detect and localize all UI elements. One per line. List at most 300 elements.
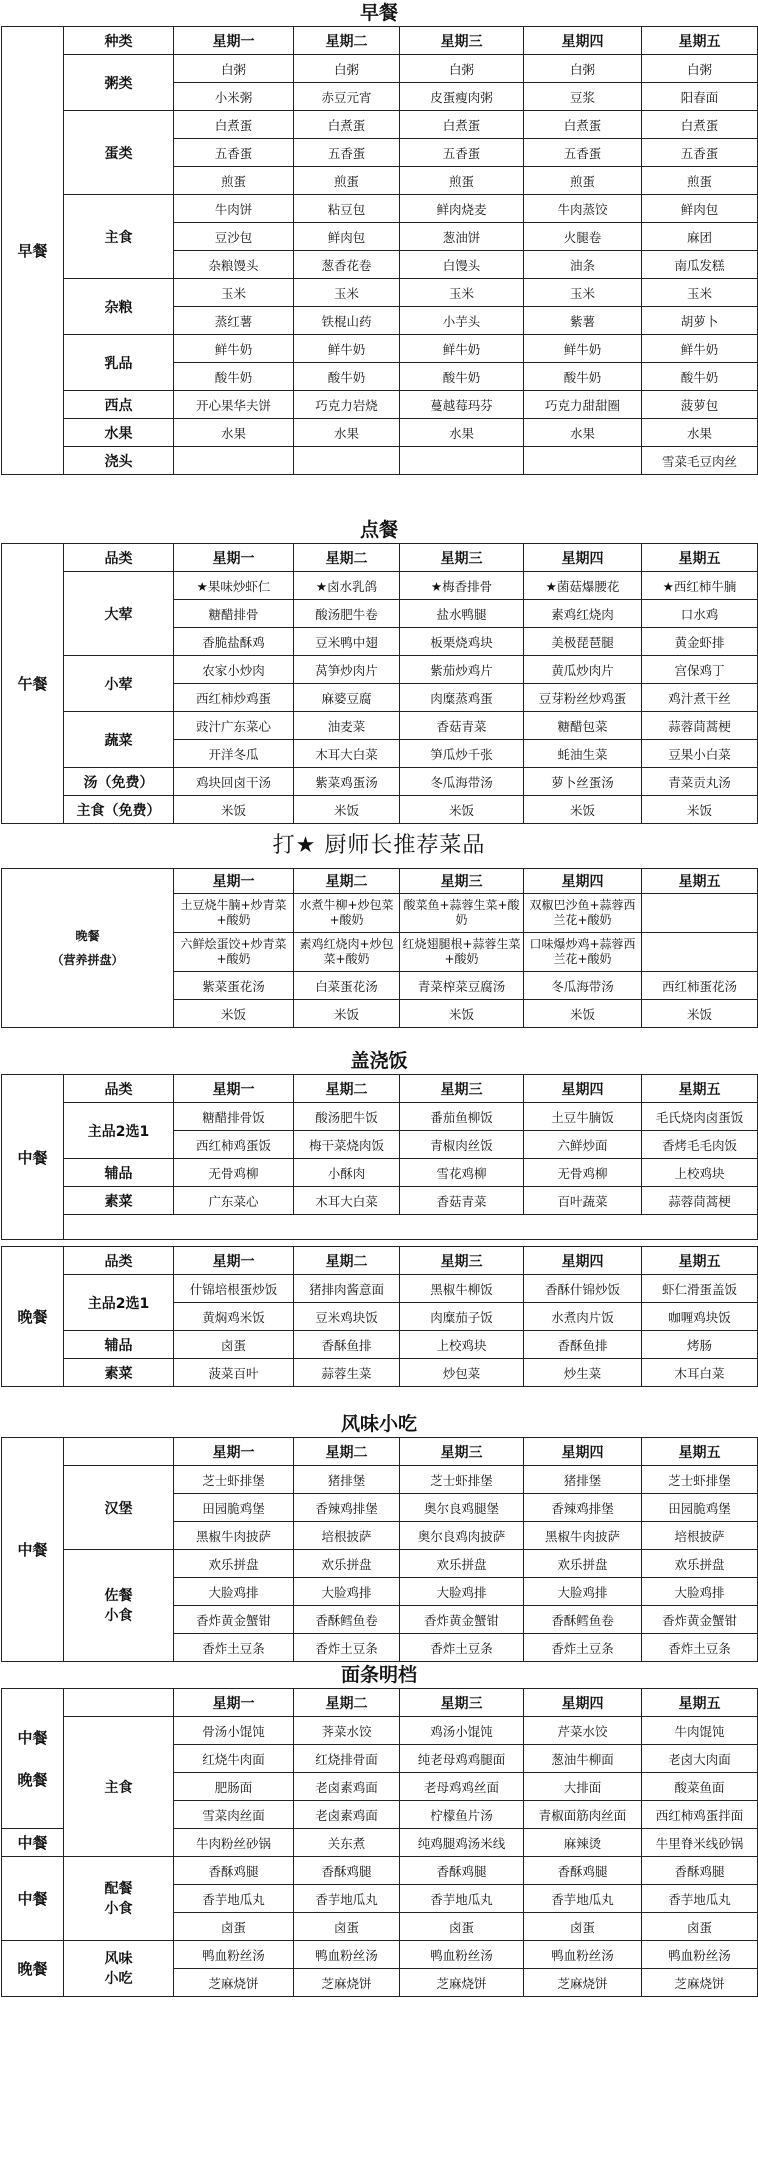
- menu-cell: 炒包菜: [400, 1359, 524, 1387]
- menu-cell: 白煮蛋: [400, 111, 524, 139]
- header-day: 星期一: [174, 1247, 294, 1275]
- menu-cell: 柠檬鱼片汤: [400, 1801, 524, 1829]
- menu-cell: 番茄鱼柳饭: [400, 1103, 524, 1131]
- menu-cell: 煎蛋: [524, 167, 642, 195]
- menu-cell: 杂粮馒头: [174, 251, 294, 279]
- menu-cell: 老卤大肉面: [642, 1745, 758, 1773]
- menu-cell: ★菌菇爆腰花: [524, 572, 642, 600]
- menu-cell: 牛肉饼: [174, 195, 294, 223]
- menu-cell: 铁棍山药: [294, 307, 400, 335]
- header-day: 星期二: [294, 1075, 400, 1103]
- menu-cell: 豆沙包: [174, 223, 294, 251]
- menu-cell: 豆果小白菜: [642, 740, 758, 768]
- meal-label: 午餐: [2, 544, 64, 824]
- rice-bowl-table: [1, 1074, 758, 1240]
- menu-cell: 白粥: [642, 55, 758, 83]
- menu-cell: 虾仁滑蛋盖饭: [642, 1275, 758, 1303]
- table-row: [2, 279, 758, 307]
- menu-cell: 大脸鸡排: [524, 1578, 642, 1606]
- menu-cell: 奥尔良鸡腿堡: [400, 1494, 524, 1522]
- menu-cell: 香烤毛毛肉饭: [642, 1131, 758, 1159]
- menu-cell: 米饭: [174, 1000, 294, 1028]
- menu-cell: 蚝油生菜: [524, 740, 642, 768]
- menu-cell: 米饭: [174, 796, 294, 824]
- menu-cell: 黑椒牛柳饭: [400, 1275, 524, 1303]
- menu-cell: 糖醋排骨: [174, 600, 294, 628]
- menu-cell: 酸牛奶: [174, 363, 294, 391]
- menu-cell: 鲜牛奶: [400, 335, 524, 363]
- menu-cell: ★卤水乳鸽: [294, 572, 400, 600]
- menu-cell: 葱油牛柳面: [524, 1745, 642, 1773]
- menu-cell: 纯老母鸡鸡腿面: [400, 1745, 524, 1773]
- menu-cell: 开洋冬瓜: [174, 740, 294, 768]
- table-row: [2, 712, 758, 740]
- menu-cell: 鲜牛奶: [294, 335, 400, 363]
- category-label: 乳品: [64, 335, 174, 391]
- meal-label: 晚餐: [2, 1247, 64, 1387]
- table-row: [2, 1275, 758, 1303]
- menu-cell: 香芋地瓜丸: [524, 1885, 642, 1913]
- category-label: 汤（免费）: [64, 768, 174, 796]
- menu-cell: 肉糜蒸鸡蛋: [400, 684, 524, 712]
- menu-cell: 上校鸡块: [400, 1331, 524, 1359]
- snack-header-row: [2, 1438, 758, 1466]
- menu-cell: 小米粥: [174, 83, 294, 111]
- table-row: [2, 447, 758, 475]
- dinner-set-subtitle: （营养拼盘）: [51, 953, 124, 967]
- menu-cell: 香酥鸡腿: [294, 1857, 400, 1885]
- menu-cell: 香芋地瓜丸: [294, 1885, 400, 1913]
- menu-cell: 雪菜毛豆肉丝: [642, 447, 758, 475]
- menu-cell: 豉汁广东菜心: [174, 712, 294, 740]
- spacer-row: [2, 1215, 758, 1240]
- menu-cell: 酸菜鱼面: [642, 1773, 758, 1801]
- menu-cell: 红烧翅腿根+蒜蓉生菜+酸奶: [400, 933, 524, 972]
- menu-cell: 猪排堡: [294, 1466, 400, 1494]
- order-title: 点餐: [359, 519, 398, 541]
- category-label: 粥类: [64, 55, 174, 111]
- menu-cell: 米饭: [294, 1000, 400, 1028]
- menu-cell: 大脸鸡排: [642, 1578, 758, 1606]
- menu-cell: 大脸鸡排: [174, 1578, 294, 1606]
- menu-cell: 米饭: [642, 796, 758, 824]
- menu-cell: 米饭: [400, 1000, 524, 1028]
- category-label: 汉堡: [64, 1466, 174, 1550]
- menu-cell: 香炸土豆条: [524, 1634, 642, 1662]
- menu-cell: 芝麻烧饼: [174, 1969, 294, 1997]
- menu-cell: 木耳大白菜: [294, 1187, 400, 1215]
- menu-cell: 五香蛋: [294, 139, 400, 167]
- header-day: 星期三: [400, 869, 524, 894]
- menu-cell: 无骨鸡柳: [524, 1159, 642, 1187]
- meal-label: [2, 1689, 64, 1829]
- menu-cell: 青菜榨菜豆腐汤: [400, 972, 524, 1000]
- menu-cell: 糖醋排骨饭: [174, 1103, 294, 1131]
- menu-cell: 鸭血粉丝汤: [294, 1941, 400, 1969]
- menu-cell: ★果味炒虾仁: [174, 572, 294, 600]
- menu-cell: 美极琵琶腿: [524, 628, 642, 656]
- snack-table: [1, 1437, 758, 1662]
- menu-cell: 肉糜茄子饭: [400, 1303, 524, 1331]
- category-label: 辅品: [64, 1159, 174, 1187]
- menu-cell: 香炸土豆条: [642, 1634, 758, 1662]
- menu-cell: 欢乐拼盘: [642, 1550, 758, 1578]
- breakfast-table: [1, 26, 758, 475]
- menu-cell: 五香蛋: [642, 139, 758, 167]
- menu-cell: 芝麻烧饼: [294, 1969, 400, 1997]
- table-row: [2, 656, 758, 684]
- rice-bowl-dinner-header-row: [2, 1247, 758, 1275]
- noodle-table: [1, 1688, 758, 1997]
- noodle-header-row: [2, 1689, 758, 1717]
- header-day: 星期二: [294, 544, 400, 572]
- menu-cell: 菠萝包: [642, 391, 758, 419]
- menu-cell: 白煮蛋: [524, 111, 642, 139]
- menu-cell: 黄金虾排: [642, 628, 758, 656]
- menu-cell: 玉米: [400, 279, 524, 307]
- menu-cell: 奥尔良鸡肉披萨: [400, 1522, 524, 1550]
- header-day: 星期三: [400, 1075, 524, 1103]
- dinner-set-table: [1, 868, 758, 1028]
- menu-cell: 雪花鸡柳: [400, 1159, 524, 1187]
- menu-cell: 冬瓜海带汤: [524, 972, 642, 1000]
- meal-label: 中餐: [2, 1075, 64, 1240]
- table-row: [2, 1331, 758, 1359]
- header-day: 星期二: [294, 1689, 400, 1717]
- menu-cell: 皮蛋瘦肉粥: [400, 83, 524, 111]
- table-row: [2, 1466, 758, 1494]
- header-day: 星期四: [524, 1075, 642, 1103]
- dinner-set-meal: 晚餐: [75, 929, 100, 943]
- menu-cell: 油条: [524, 251, 642, 279]
- menu-cell: 双椒巴沙鱼+蒜蓉西兰花+酸奶: [524, 894, 642, 933]
- table-row: [2, 1857, 758, 1885]
- menu-cell: 煎蛋: [294, 167, 400, 195]
- rice-bowl-dinner-table: [1, 1246, 758, 1387]
- menu-cell: 菠菜百叶: [174, 1359, 294, 1387]
- menu-cell: 麻婆豆腐: [294, 684, 400, 712]
- category-label: 主食: [64, 195, 174, 279]
- menu-cell: 酸牛奶: [642, 363, 758, 391]
- menu-cell: 香酥鳕鱼卷: [294, 1606, 400, 1634]
- table-row: [2, 1941, 758, 1969]
- menu-cell: 水煮牛柳+炒包菜+酸奶: [294, 894, 400, 933]
- header-day: 星期二: [294, 27, 400, 55]
- category-label-line: 佐餐: [104, 1587, 133, 1604]
- rice-bowl-header-row: [2, 1075, 758, 1103]
- menu-cell: 豆浆: [524, 83, 642, 111]
- menu-cell: 鲜牛奶: [524, 335, 642, 363]
- menu-cell: 紫茄炒鸡片: [400, 656, 524, 684]
- menu-cell: 六鲜炒面: [524, 1131, 642, 1159]
- category-label: 素菜: [64, 1359, 174, 1387]
- order-table: [1, 543, 758, 824]
- menu-cell: 鲜肉包: [642, 195, 758, 223]
- menu-cell: 咖喱鸡块饭: [642, 1303, 758, 1331]
- header-day: 星期五: [642, 869, 758, 894]
- menu-cell: 百叶蔬菜: [524, 1187, 642, 1215]
- menu-cell: 红烧牛肉面: [174, 1745, 294, 1773]
- category-label: 素菜: [64, 1187, 174, 1215]
- menu-cell: 酸牛奶: [400, 363, 524, 391]
- menu-cell: 玉米: [642, 279, 758, 307]
- menu-cell: 酸牛奶: [294, 363, 400, 391]
- category-label: [64, 1550, 174, 1662]
- breakfast-header-row: [2, 27, 758, 55]
- menu-cell: 水果: [174, 419, 294, 447]
- menu-cell: 鸡块回卤干汤: [174, 768, 294, 796]
- meal-label: 中餐: [2, 1829, 64, 1857]
- menu-page: [1, 0, 757, 1997]
- menu-cell: [524, 447, 642, 475]
- menu-cell: 芹菜水饺: [524, 1717, 642, 1745]
- menu-cell: 素鸡红烧肉+炒包菜+酸奶: [294, 933, 400, 972]
- menu-cell: 煎蛋: [174, 167, 294, 195]
- menu-cell: 巧克力甜甜圈: [524, 391, 642, 419]
- menu-cell: 芝麻烧饼: [642, 1969, 758, 1997]
- category-label: 大荤: [64, 572, 174, 656]
- menu-cell: 老卤素鸡面: [294, 1773, 400, 1801]
- header-day: 星期二: [294, 869, 400, 894]
- menu-cell: 香辣鸡排堡: [294, 1494, 400, 1522]
- menu-cell: 卤蛋: [174, 1913, 294, 1941]
- menu-cell: [642, 894, 758, 933]
- menu-cell: 土豆牛腩饭: [524, 1103, 642, 1131]
- header-day: 星期五: [642, 1689, 758, 1717]
- menu-cell: 香炸黄金蟹钳: [400, 1606, 524, 1634]
- header-blank: [64, 1689, 174, 1717]
- menu-cell: 培根披萨: [294, 1522, 400, 1550]
- header-day: 星期三: [400, 1247, 524, 1275]
- menu-cell: 香炸黄金蟹钳: [174, 1606, 294, 1634]
- header-day: 星期一: [174, 1438, 294, 1466]
- menu-cell: 卤蛋: [174, 1331, 294, 1359]
- menu-cell: 冬瓜海带汤: [400, 768, 524, 796]
- menu-cell: 紫菜鸡蛋汤: [294, 768, 400, 796]
- menu-cell: 蒜蓉茼蒿梗: [642, 712, 758, 740]
- menu-cell: 牛肉粉丝砂锅: [174, 1829, 294, 1857]
- menu-cell: 米饭: [642, 1000, 758, 1028]
- menu-cell: 香酥鸡腿: [174, 1857, 294, 1885]
- menu-cell: 葱油饼: [400, 223, 524, 251]
- menu-cell: 田园脆鸡堡: [642, 1494, 758, 1522]
- menu-cell: 豆米鸡块饭: [294, 1303, 400, 1331]
- table-row: [2, 335, 758, 363]
- header-day: 星期四: [524, 544, 642, 572]
- category-label: [64, 1857, 174, 1941]
- category-label: 主品2选1: [64, 1103, 174, 1159]
- menu-cell: 阳春面: [642, 83, 758, 111]
- category-label: [64, 1941, 174, 1997]
- menu-cell: 六鲜烩蛋饺+炒青菜+酸奶: [174, 933, 294, 972]
- menu-cell: 芝士虾排堡: [400, 1466, 524, 1494]
- dinner-set-label: [2, 869, 174, 1028]
- header-day: 星期四: [524, 1247, 642, 1275]
- table-row: [2, 1717, 758, 1745]
- menu-cell: 大脸鸡排: [294, 1578, 400, 1606]
- table-row: [2, 572, 758, 600]
- header-day: 星期一: [174, 27, 294, 55]
- menu-cell: 小酥肉: [294, 1159, 400, 1187]
- menu-cell: 西红柿鸡蛋拌面: [642, 1801, 758, 1829]
- dinner-set-header-row: [2, 869, 758, 894]
- noodle-title: 面条明档: [340, 1664, 417, 1686]
- menu-cell: 青菜贡丸汤: [642, 768, 758, 796]
- menu-cell: [642, 933, 758, 972]
- menu-cell: 鸭血粉丝汤: [400, 1941, 524, 1969]
- menu-cell: 赤豆元宵: [294, 83, 400, 111]
- menu-cell: 白煮蛋: [174, 111, 294, 139]
- category-label: 西点: [64, 391, 174, 419]
- menu-cell: 土豆烧牛腩+炒青菜+酸奶: [174, 894, 294, 933]
- menu-cell: 香酥鸡腿: [524, 1857, 642, 1885]
- meal-label: 中餐: [2, 1438, 64, 1662]
- menu-cell: 烤肠: [642, 1331, 758, 1359]
- menu-cell: 南瓜发糕: [642, 251, 758, 279]
- menu-cell: 黄焖鸡米饭: [174, 1303, 294, 1331]
- menu-cell: 大脸鸡排: [400, 1578, 524, 1606]
- header-day: 星期三: [400, 544, 524, 572]
- menu-cell: 无骨鸡柳: [174, 1159, 294, 1187]
- menu-cell: 小芋头: [400, 307, 524, 335]
- menu-cell: 毛氏烧肉卤蛋饭: [642, 1103, 758, 1131]
- category-label-line: 配餐: [104, 1880, 133, 1897]
- table-row: [2, 1187, 758, 1215]
- menu-cell: [174, 447, 294, 475]
- menu-cell: 莴笋炒肉片: [294, 656, 400, 684]
- menu-cell: 鲜肉烧麦: [400, 195, 524, 223]
- meal-label-dinner: 晚餐: [17, 1770, 48, 1789]
- menu-cell: 紫薯: [524, 307, 642, 335]
- header-day: 星期一: [174, 544, 294, 572]
- menu-cell: 水果: [642, 419, 758, 447]
- menu-cell: 五香蛋: [524, 139, 642, 167]
- menu-cell: 米饭: [524, 796, 642, 824]
- menu-cell: 豆芽粉丝炒鸡蛋: [524, 684, 642, 712]
- header-day: 星期五: [642, 1438, 758, 1466]
- menu-cell: 广东菜心: [174, 1187, 294, 1215]
- menu-cell: 纯鸡腿鸡汤米线: [400, 1829, 524, 1857]
- menu-cell: 黑椒牛肉披萨: [524, 1522, 642, 1550]
- menu-cell: 鸡汁煮干丝: [642, 684, 758, 712]
- menu-cell: 欢乐拼盘: [400, 1550, 524, 1578]
- header-category: 品类: [64, 1247, 174, 1275]
- menu-cell: 关东煮: [294, 1829, 400, 1857]
- menu-cell: 香脆盐酥鸡: [174, 628, 294, 656]
- category-label-line: 小食: [104, 1900, 133, 1917]
- menu-cell: 萝卜丝蛋汤: [524, 768, 642, 796]
- menu-cell: 香酥什锦炒饭: [524, 1275, 642, 1303]
- header-day: 星期四: [524, 27, 642, 55]
- table-row: [2, 1159, 758, 1187]
- menu-cell: 白粥: [174, 55, 294, 83]
- header-day: 星期五: [642, 1247, 758, 1275]
- menu-cell: 红烧排骨面: [294, 1745, 400, 1773]
- menu-cell: 鲜牛奶: [642, 335, 758, 363]
- menu-cell: 米饭: [294, 796, 400, 824]
- table-row: [2, 768, 758, 796]
- spacer-cell: [64, 1215, 758, 1240]
- menu-cell: 鸭血粉丝汤: [642, 1941, 758, 1969]
- menu-cell: 卤蛋: [642, 1913, 758, 1941]
- header-category: 品类: [64, 1075, 174, 1103]
- menu-cell: 油麦菜: [294, 712, 400, 740]
- menu-cell: 木耳白菜: [642, 1359, 758, 1387]
- menu-cell: 香菇青菜: [400, 1187, 524, 1215]
- menu-cell: 欢乐拼盘: [294, 1550, 400, 1578]
- order-header-row: [2, 544, 758, 572]
- menu-cell: 酸汤肥牛饭: [294, 1103, 400, 1131]
- menu-cell: 水果: [524, 419, 642, 447]
- meal-label: 早餐: [2, 27, 64, 475]
- menu-cell: 香芋地瓜丸: [174, 1885, 294, 1913]
- menu-cell: 鸡汤小馄饨: [400, 1717, 524, 1745]
- menu-cell: 猪排堡: [524, 1466, 642, 1494]
- header-day: 星期三: [400, 27, 524, 55]
- menu-cell: 蒸红薯: [174, 307, 294, 335]
- menu-cell: 板栗烧鸡块: [400, 628, 524, 656]
- category-label: 水果: [64, 419, 174, 447]
- menu-cell: 白馒头: [400, 251, 524, 279]
- menu-cell: [294, 447, 400, 475]
- menu-cell: 鸭血粉丝汤: [174, 1941, 294, 1969]
- menu-cell: 玉米: [524, 279, 642, 307]
- menu-cell: 欢乐拼盘: [524, 1550, 642, 1578]
- menu-cell: 玉米: [174, 279, 294, 307]
- menu-cell: 香炸土豆条: [174, 1634, 294, 1662]
- header-day: 星期一: [174, 1689, 294, 1717]
- menu-cell: 巧克力岩烧: [294, 391, 400, 419]
- menu-cell: 香炸土豆条: [294, 1634, 400, 1662]
- category-label: 小荤: [64, 656, 174, 712]
- menu-cell: 鲜牛奶: [174, 335, 294, 363]
- menu-cell: 香酥鸡腿: [642, 1857, 758, 1885]
- table-row: [2, 391, 758, 419]
- rice-bowl-title: 盖浇饭: [350, 1050, 408, 1072]
- menu-cell: 麻团: [642, 223, 758, 251]
- menu-cell: 香辣鸡排堡: [524, 1494, 642, 1522]
- menu-cell: 五香蛋: [174, 139, 294, 167]
- menu-cell: 芝麻烧饼: [524, 1969, 642, 1997]
- menu-cell: 炒生菜: [524, 1359, 642, 1387]
- header-day: 星期一: [174, 869, 294, 894]
- menu-cell: 胡萝卜: [642, 307, 758, 335]
- header-day: 星期三: [400, 1438, 524, 1466]
- menu-cell: 上校鸡块: [642, 1159, 758, 1187]
- menu-cell: 火腿卷: [524, 223, 642, 251]
- menu-cell: 牛肉馄饨: [642, 1717, 758, 1745]
- menu-cell: 猪排肉酱意面: [294, 1275, 400, 1303]
- table-row: [2, 111, 758, 139]
- table-row: [2, 1550, 758, 1578]
- menu-cell: 培根披萨: [642, 1522, 758, 1550]
- menu-cell: 香芋地瓜丸: [642, 1885, 758, 1913]
- menu-cell: 米饭: [400, 796, 524, 824]
- breakfast-title: 早餐: [359, 2, 398, 24]
- menu-cell: 五香蛋: [400, 139, 524, 167]
- menu-cell: 麻辣烫: [524, 1829, 642, 1857]
- header-day: 星期五: [642, 27, 758, 55]
- menu-cell: 大排面: [524, 1773, 642, 1801]
- menu-cell: 白粥: [294, 55, 400, 83]
- menu-cell: 香酥鱼排: [524, 1331, 642, 1359]
- menu-cell: 木耳大白菜: [294, 740, 400, 768]
- menu-cell: 香酥鳕鱼卷: [524, 1606, 642, 1634]
- menu-cell: 口水鸡: [642, 600, 758, 628]
- menu-cell: 笋瓜炒千张: [400, 740, 524, 768]
- menu-cell: [400, 447, 524, 475]
- header-day: 星期四: [524, 1689, 642, 1717]
